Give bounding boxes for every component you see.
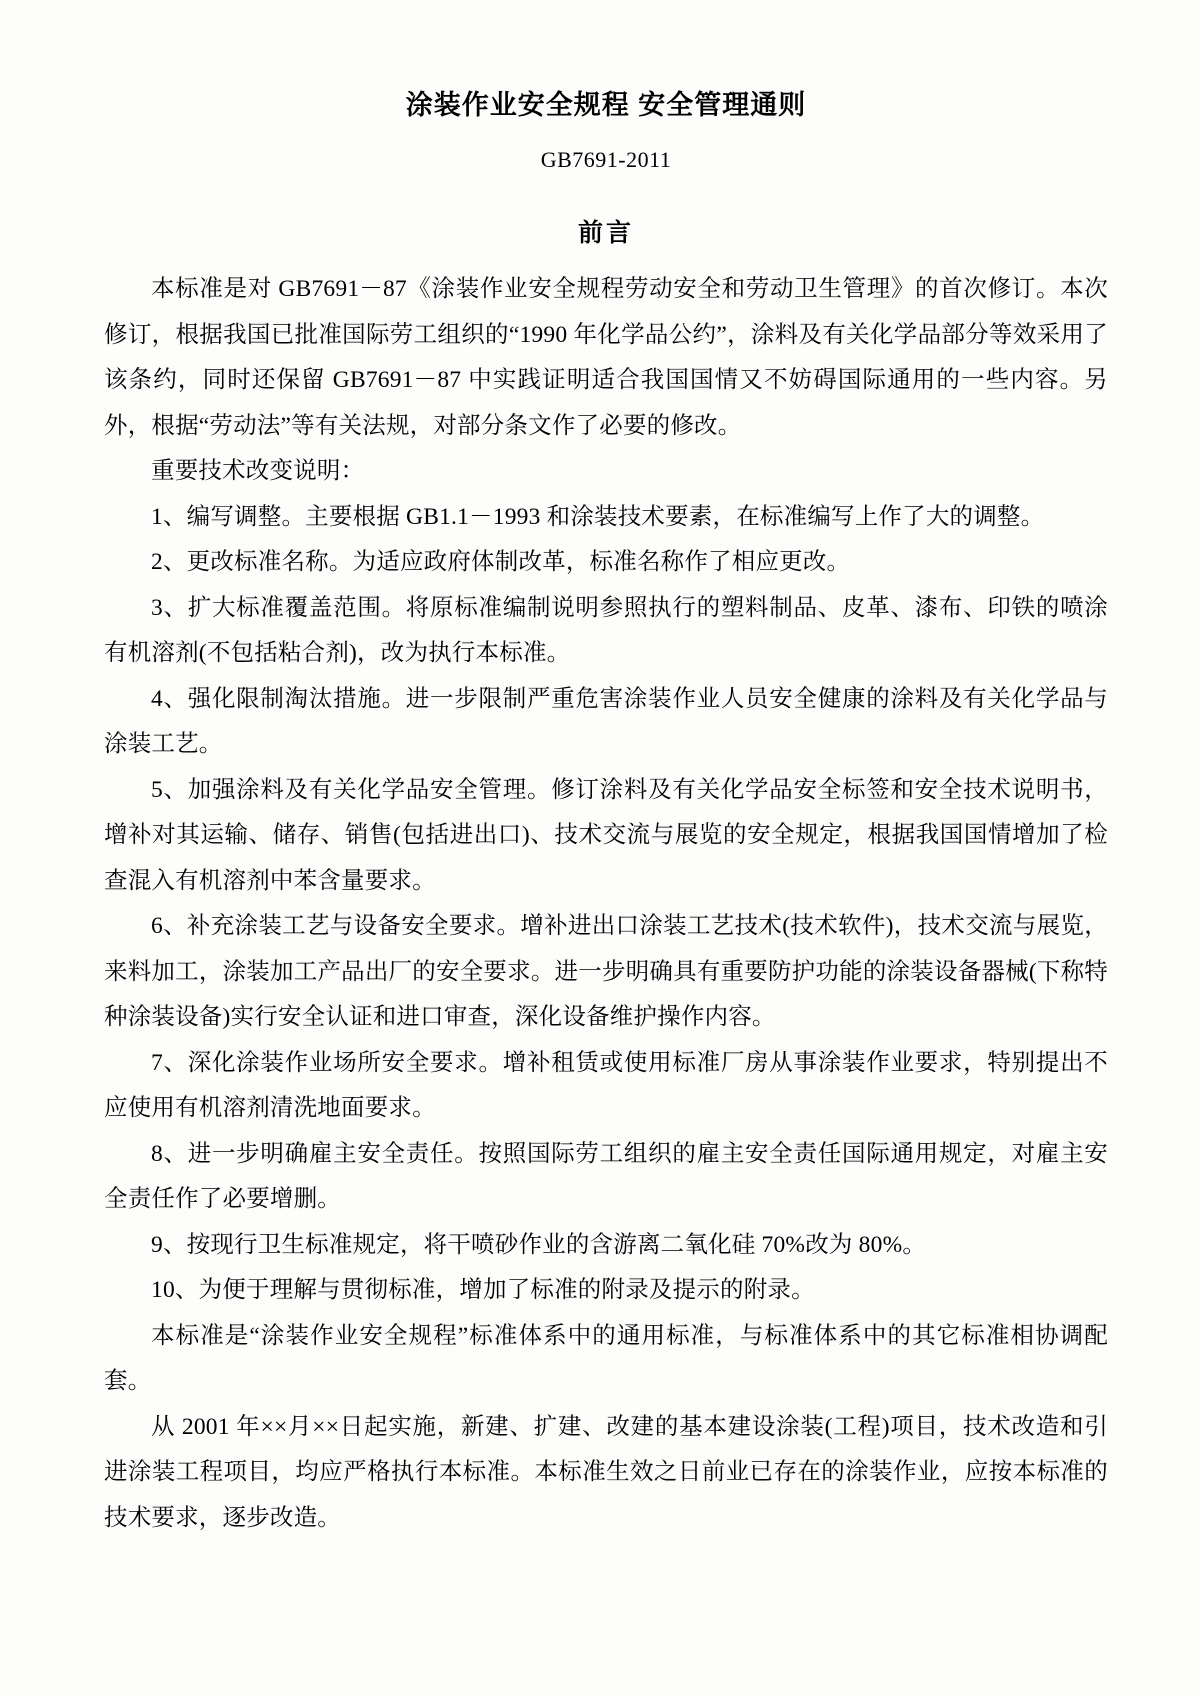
list-item: 7、深化涂装作业场所安全要求。增补租赁或使用标准厂房从事涂装作业要求，特别提出不应使用有机溶剂清洗地面要求。 xyxy=(104,1049,1108,1122)
paragraph: 本标准是“涂装作业安全规程”标准体系中的通用标准，与标准体系中的其它标准相协调配套。 xyxy=(104,1322,1108,1395)
list-item: 4、强化限制淘汰措施。进一步限制严重危害涂装作业人员安全健康的涂料及有关化学品与涂装工艺。 xyxy=(104,685,1108,758)
paragraph: 从 2001 年××月××日起实施，新建、扩建、改建的基本建设涂装(工程)项目，技术改造和引进涂装工程项目，均应严格执行本标准。本标准生效之日前业已存在的涂装作业，应按本标准的技术要求，逐步改造。 xyxy=(104,1413,1108,1531)
document-title: 涂装作业安全规程 安全管理通则 xyxy=(405,90,807,120)
section-heading-foreword: 前言 xyxy=(577,219,634,248)
list-item: 5、加强涂料及有关化学品安全管理。修订涂料及有关化学品安全标签和安全技术说明书，增补对其运输、储存、销售(包括进出口)、技术交流与展览的安全规定，根据我国国情增加了检查混入有机溶剂中苯含量要求。 xyxy=(104,776,1108,894)
foreword-body xyxy=(104,257,1108,1541)
paragraph: 本标准是对 GB7691－87《涂装作业安全规程劳动安全和劳动卫生管理》的首次修订。本次修订，根据我国已批准国际劳工组织的“1990 年化学品公约”，涂料及有关化学品部分等效采用了该条约，同时还保留 GB7691－87 中实践证明适合我国国情又不妨碍国际通用的一些内容。另外，根据“劳动法”等有关法规，对部分条文作了必要的修改。 xyxy=(104,276,1108,439)
standard-number: GB7691-2011 xyxy=(540,147,672,173)
list-item: 3、扩大标准覆盖范围。将原标准编制说明参照执行的塑料制品、皮革、漆布、印铁的喷涂有机溶剂(不包括粘合剂)，改为执行本标准。 xyxy=(104,594,1108,667)
list-item: 9、按现行卫生标准规定，将干喷砂作业的含游离二氧化硅 70%改为 80%。 xyxy=(151,1231,927,1258)
list-item: 2、更改标准名称。为适应政府体制改革，标准名称作了相应更改。 xyxy=(151,549,851,576)
page-content-area xyxy=(104,0,1108,1697)
list-item: 1、编写调整。主要根据 GB1.1－1993 和涂装技术要素，在标准编写上作了大的调整。 xyxy=(151,503,1045,530)
list-item: 10、为便于理解与贯彻标准，增加了标准的附录及提示的附录。 xyxy=(151,1277,815,1304)
list-item: 6、补充涂装工艺与设备安全要求。增补进出口涂装工艺技术(技术软件)，技术交流与展览，来料加工，涂装加工产品出厂的安全要求。进一步明确具有重要防护功能的涂装设备器械(下称特种涂装设备)实行安全认证和进口审查，深化设备维护操作内容。 xyxy=(104,913,1108,1031)
paragraph: 重要技术改变说明： xyxy=(151,458,365,485)
list-item: 8、进一步明确雇主安全责任。按照国际劳工组织的雇主安全责任国际通用规定，对雇主安全责任作了必要增删。 xyxy=(104,1140,1108,1213)
